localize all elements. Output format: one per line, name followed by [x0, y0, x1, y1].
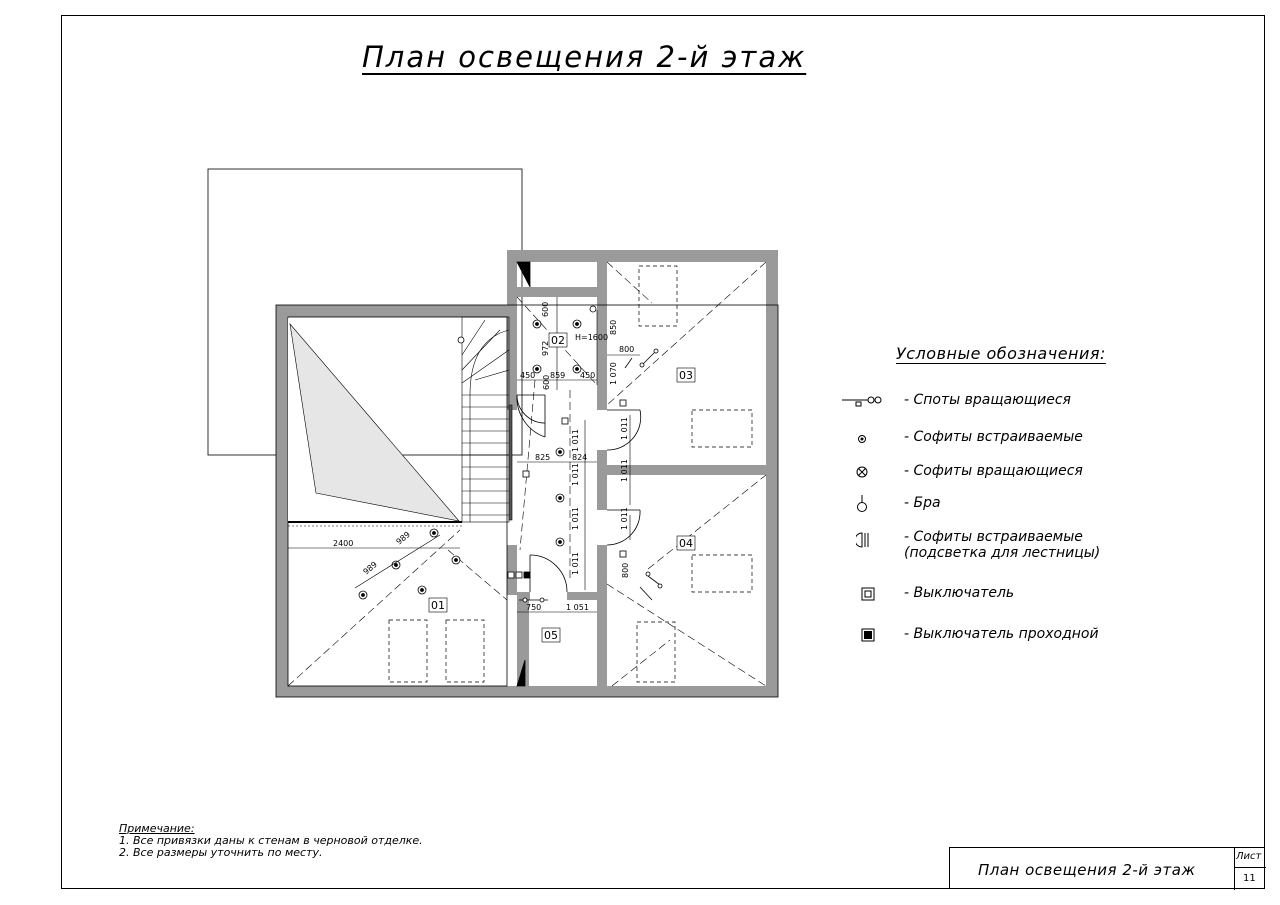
notes-heading: Примечание:: [119, 822, 195, 835]
legend-label-rotating-spots: - Споты вращающиеся: [904, 392, 1071, 408]
note-line-2: 2. Все размеры уточнить по месту.: [119, 846, 323, 859]
legend-label-rotating-downlight: - Софиты вращающиеся: [904, 463, 1083, 479]
recessed-downlight-icon: [856, 433, 868, 445]
dim-1011c: 1 011: [571, 507, 580, 530]
dim-972: 972: [541, 340, 550, 356]
legend-title: Условные обозначения:: [896, 344, 1106, 363]
rotating-spots: [519, 349, 662, 602]
rotating-downlight-icon: [855, 465, 869, 479]
dim-h1600: Н=1600: [575, 333, 609, 342]
rotating-spots-icon: [840, 392, 884, 410]
legend-label-stair-light-line2: (подсветка для лестницы): [904, 545, 1101, 561]
dim-989b: 989: [394, 529, 412, 547]
dim-750: 750: [526, 603, 542, 612]
staircase: [462, 317, 512, 522]
sheet-label: Лист: [1236, 851, 1262, 862]
dim-1011f: 1 011: [620, 459, 629, 482]
title-block-hline: [1234, 867, 1266, 868]
title-block-divider: [1234, 848, 1235, 890]
room-02-label: 02: [551, 334, 565, 347]
notes: [119, 823, 423, 859]
room-05-label: 05: [544, 629, 558, 642]
legend-label-stair-light-line1: - Софиты встраиваемые: [904, 529, 1083, 545]
dim-825: 825: [535, 453, 551, 462]
wall-sconce-icon: [855, 494, 869, 514]
title-block-name: План освещения 2-й этаж: [978, 861, 1196, 879]
dim-1011d: 1 011: [571, 552, 580, 575]
dim-800b: 800: [621, 562, 630, 578]
dim-1011b: 1 011: [571, 463, 580, 486]
dim-850: 850: [609, 319, 618, 335]
legend-label-stair-light: [904, 529, 1100, 561]
dim-1011g: 1 011: [620, 507, 629, 530]
sheet-number: 11: [1243, 873, 1256, 884]
title-block: [949, 847, 1265, 889]
legend-label-wall-sconce: - Бра: [904, 495, 941, 511]
dim-450a: 450: [520, 371, 536, 380]
dim-824: 824: [572, 453, 588, 462]
dim-859: 859: [550, 371, 566, 380]
room-01-label: 01: [431, 599, 445, 612]
dim-1070: 1 070: [609, 362, 618, 385]
room-04-label: 04: [679, 537, 693, 550]
switches: [508, 400, 626, 578]
dim-800: 800: [619, 345, 635, 354]
legend-label-switch: - Выключатель: [904, 585, 1015, 601]
dim-450b: 450: [580, 371, 596, 380]
dim-2400: 2400: [333, 539, 354, 548]
note-line-1: 1. Все привязки даны к стенам в черновой отделке.: [119, 834, 423, 847]
dim-1011a: 1 011: [571, 429, 580, 452]
dim-989a: 989: [361, 559, 379, 577]
dim-1011e: 1 011: [620, 417, 629, 440]
dim-600b: 600: [542, 374, 551, 390]
drawing-title: План освещения 2-й этаж: [362, 40, 807, 74]
legend-label-pass-switch: - Выключатель проходной: [904, 626, 1099, 642]
switch-icon: [861, 587, 875, 601]
dim-1051: 1 051: [566, 603, 589, 612]
stair-light-icon: [856, 531, 872, 549]
legend-label-recessed-downlight: - Софиты встраиваемые: [904, 429, 1083, 445]
pass-switch-icon: [861, 628, 875, 642]
dim-600a: 600: [541, 301, 550, 317]
room-03-label: 03: [679, 369, 693, 382]
